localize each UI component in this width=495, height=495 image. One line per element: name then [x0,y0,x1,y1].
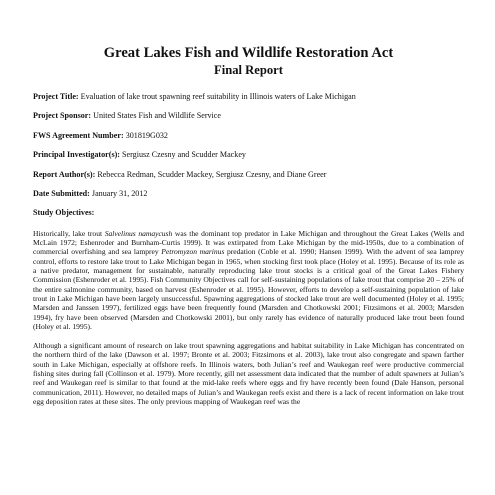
field-value: Rebecca Redman, Scudder Mackey, Sergiusz Czesny, and Diane Greer [97,169,327,179]
field-value: 301819G032 [125,130,168,140]
field-project-sponsor [33,111,464,121]
section-heading: Study Objectives: [33,208,95,218]
field-label: Project Sponsor: [33,111,92,121]
field-label: FWS Agreement Number: [33,130,124,140]
field-value: January 31, 2012 [91,188,148,198]
field-label: Project Title: [33,92,79,101]
document-title: Great Lakes Fish and Wildlife Restoration Act [103,45,394,61]
paragraph-text: was the dominant top predator in Lake Michigan and throughout the Great Lakes (Wells and McLain 1972; Eshenroder and Burnham-Curtis 1999). It was extirpated from Lake Michigan by the mid-1950s, due to a combination of commercial overfishing and sea lamprey [33,228,464,257]
paragraph-text: Historically, lake trout [33,228,105,238]
body-paragraph-2: Although a significant amount of research on lake trout spawning aggregations and habitat suitability in Lake Michigan has concentrated on the northern third of the lake (Dawson et al. 1997; Bronte et al. 2003; Fitzsimons et al. 2003), lake trout also congregate and spawn farther south in Lake Michigan, especially at offshore reefs. In Illinois waters, both Julian’s reef and Waukegan reef were productive commercial fishing sites during fall (Collinson et al. 1979). More recently, gill net assessment data indicated that the number of adult spawners at Julian’s reef and Waukegan reef is similar to that found at the mid-lake reefs where eggs and fry have recently been found (Dale Hanson, personal communication, 2011). However, no detailed maps of Julian’s and Waukegan reefs exist and there is a lack of recent information on lake trout egg deposition rates at these sites. The only previous mapping of Waukegan reef was the [33,340,464,406]
field-report-authors [33,170,464,180]
species-name: Petromyzon marinus [161,247,225,257]
field-value: United States Fish and Wildlife Service [93,111,221,121]
field-project-title [33,92,464,102]
field-date-submitted [33,189,464,199]
field-value: Sergiusz Czesny and Scudder Mackey [122,150,246,160]
field-label: Date Submitted: [33,188,90,198]
document-subtitle: Final Report [214,63,283,77]
body-paragraph-1 [33,229,464,332]
field-label: Principal Investigator(s): [33,150,120,160]
field-value: Evaluation of lake trout spawning reef suitability in Illinois waters of Lake Michigan [80,92,356,101]
field-principal-investigators [33,150,464,160]
paragraph-text: predation (Coble et al. 1990; Hansen 1999). With the advent of sea lamprey control, efforts to restore lake trout to Lake Michigan began in 1965, when stocking first took place (Holey et al. 1995). Because of its role as a native predator, management for sustainable, naturally reproducing lake trout stocks is a critical goal of the Great Lakes Fishery Commission (Eshenroder et al. 1995). Fish Community Objectives call for self-sustaining populations of lake trout that comprise 20 – 25% of the entire salmonine community, based on harvest (Eshenroder et al. 1995). However, efforts to develop a self-sustaining population of lake trout in Lake Michigan have been largely unsuccessful. Spawning aggregations of stocked lake trout are well documented (Holey et al. 1995; Marsden and Janssen 1997), fertilized eggs have been frequently found (Marsden and Chotkowski 2001; Fitzsimons et al. 2003; Marsden 1994), fry have been observed (Marsden and Chotkowski 2001), but only rarely has evidence of naturally produced lake trout been found (Holey et al. 1995). [33,247,464,331]
field-label: Report Author(s): [33,169,96,179]
field-agreement-number [33,131,464,141]
species-name: Salvelinus namaycush [104,228,173,238]
